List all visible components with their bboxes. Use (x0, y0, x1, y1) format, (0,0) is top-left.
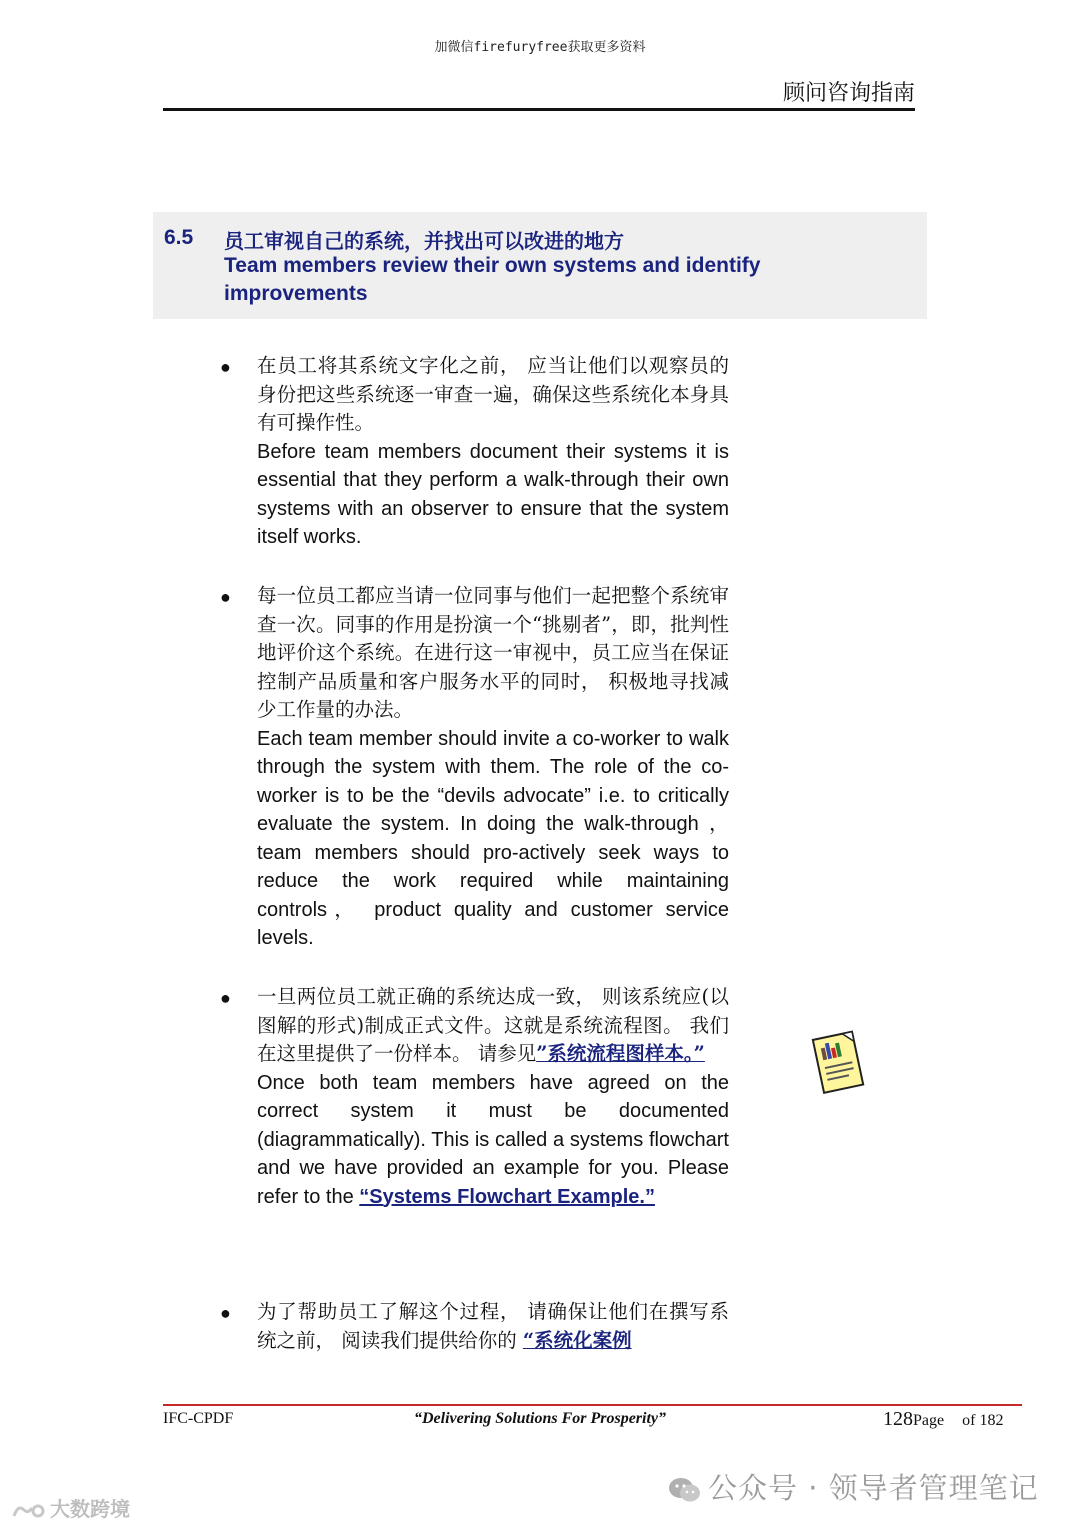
bullet-body (257, 582, 729, 953)
section-title-zh: 员工审视自己的系统，并找出可以改进的地方 (224, 229, 624, 253)
document-chart-icon[interactable] (806, 1027, 872, 1097)
footer-divider (163, 1404, 1022, 1406)
footer-tagline: “Delivering Solutions For Prosperity” (413, 1410, 667, 1427)
flowchart-example-link-zh[interactable]: ”系统流程图样本。” (536, 1042, 705, 1065)
bullet-icon: ● (220, 1303, 231, 1323)
watermark-top: 加微信firefuryfree获取更多资料 (434, 40, 646, 55)
bullet-text-zh: 每一位员工都应当请一位同事与他们一起把整个系统审查一次。同事的作用是扮演一个“挑剔者”，即，批判性地评价这个系统。在进行这一审视中，员工应当在保证控制产品质量和客户服务水平的同时， 积极地寻找减少工作量的办法。 (257, 584, 729, 721)
bullet-icon: ● (220, 357, 231, 377)
bullet-body (257, 1298, 729, 1355)
header-divider (163, 108, 915, 111)
page-label: Page (913, 1412, 945, 1429)
watermark-bottom-left-text: 大数跨境 (50, 1497, 130, 1521)
header-title: 顾问咨询指南 (782, 81, 915, 106)
bullet-text-en: Before team members document their systems it is essential that they perform a walk-through their own systems with an observer to ensure that the system itself works. (257, 440, 729, 548)
section-title-en: Team members review their own systems and identify improvements (224, 254, 761, 305)
page-number: 128 (883, 1408, 913, 1430)
brand-logo-icon (10, 1500, 50, 1522)
flowchart-example-link-en[interactable]: “Systems Flowchart Example.” (359, 1185, 655, 1208)
bullet-text-zh: 在员工将其系统文字化之前， 应当让他们以观察员的身份把这些系统逐一审查一遍，确保这些系统化本身具有可操作性。 (257, 354, 729, 434)
bullet-text-en: Each team member should invite a co-worker to walk through the system with them. The role of the co-worker is to be the “devils advocate” i.e. to critically evaluate the system. In doing the walk-through ， team members should pro-actively seek ways to reduce the work required while maintaining controls， product quality and customer service levels. (257, 727, 729, 949)
systemization-case-link[interactable]: “系统化案例 (522, 1328, 632, 1352)
bullet-icon: ● (220, 587, 231, 607)
bullet-text-en (257, 1069, 729, 1212)
watermark-bottom-left (10, 1493, 130, 1522)
footer-page-info (883, 1408, 1003, 1431)
section-number: 6.5 (164, 226, 194, 249)
bullet-body (257, 352, 729, 552)
bullet-text-zh-part: 为了帮助员工了解这个过程， 请确保让他们在撰写系统之前， 阅读我们提供给你的 (257, 1300, 729, 1352)
bullet-text-zh (257, 1298, 729, 1355)
footer-doc-code: IFC-CPDF (163, 1410, 234, 1427)
watermark-bottom-right (668, 1466, 1039, 1507)
watermark-bottom-right-text: 公众号 · 领导者管理笔记 (708, 1471, 1039, 1505)
bullet-text-en-part: Once both team members have agreed on the correct system it must be documented (diagrammatically). This is called a systems flowchart and we have provided an example for you. Please refer to the (257, 1071, 729, 1208)
bullet-text-zh (257, 983, 729, 1069)
bullet-text-zh-part: 一旦两位员工就正确的系统达成一致， 则该系统应(以图解的形式)制成正式文件。这就是系统流程图。 我们在这里提供了一份样本。 请参见 (257, 985, 729, 1065)
page-total: of 182 (962, 1412, 1004, 1429)
wechat-icon (668, 1476, 702, 1504)
bullet-icon: ● (220, 988, 231, 1008)
bullet-body (257, 983, 729, 1211)
